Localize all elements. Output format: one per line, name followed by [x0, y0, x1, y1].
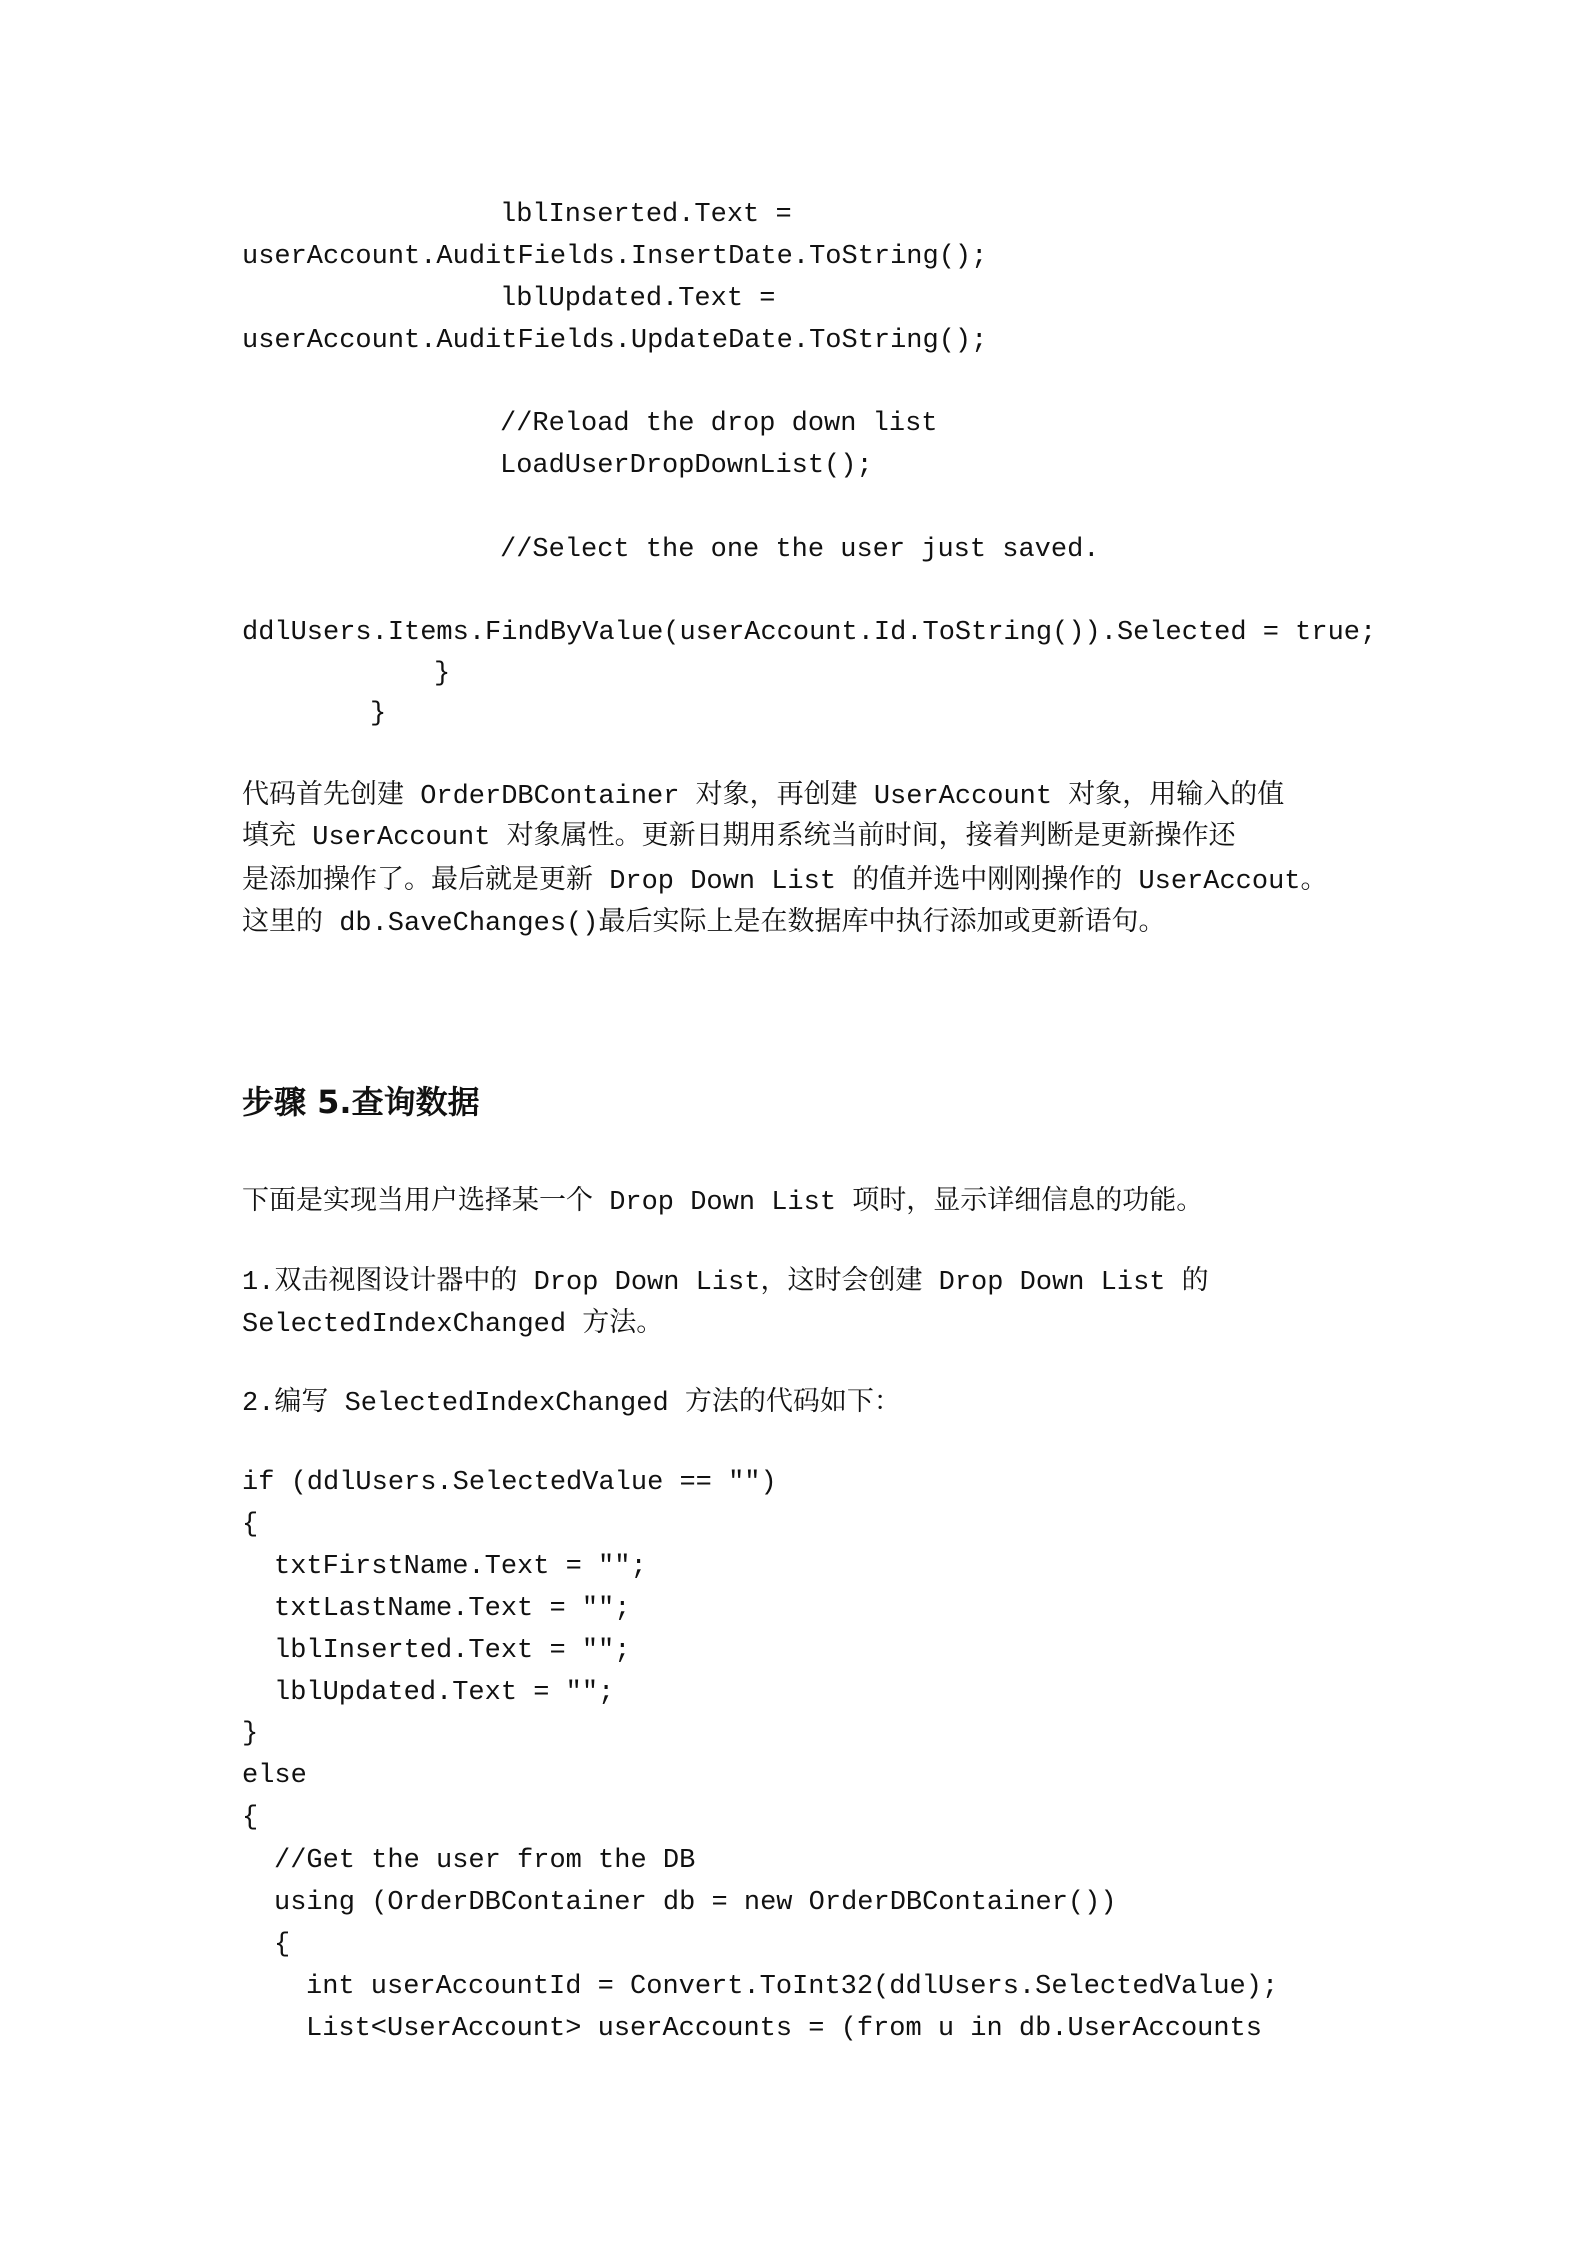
- code-line: LoadUserDropDownList();: [500, 451, 873, 481]
- code-line: else: [242, 1761, 307, 1791]
- code-line: int userAccountId = Convert.ToInt32(ddlUsers.SelectedValue);: [306, 1972, 1279, 2002]
- paragraph-line: 这里的 db.SaveChanges()最后实际上是在数据库中执行添加或更新语句。: [242, 909, 1166, 939]
- code-line: txtFirstName.Text = "";: [274, 1552, 647, 1582]
- paragraph-line: 是添加操作了。最后就是更新 Drop Down List 的值并选中刚刚操作的 UserAccout。: [242, 867, 1328, 897]
- code-line: {: [274, 1930, 291, 1960]
- code-line: }: [242, 1719, 259, 1749]
- code-line: ddlUsers.Items.FindByValue(userAccount.Id.ToString()).Selected = true;: [242, 618, 1377, 648]
- code-line: using (OrderDBContainer db = new OrderDBContainer()): [274, 1888, 1117, 1918]
- code-comment: //Reload the drop down list: [500, 409, 938, 439]
- step-2-text: 2.编写 SelectedIndexChanged 方法的代码如下：: [242, 1389, 901, 1419]
- code-line: }: [370, 699, 387, 729]
- code-line: {: [242, 1510, 259, 1540]
- code-line: lblInserted.Text = "";: [274, 1636, 631, 1666]
- code-line: if (ddlUsers.SelectedValue == ""): [242, 1468, 777, 1498]
- paragraph-line: 代码首先创建 OrderDBContainer 对象，再创建 UserAccount 对象，用输入的值: [242, 782, 1285, 812]
- code-line: lblInserted.Text =: [500, 200, 792, 230]
- code-line: List<UserAccount> userAccounts = (from u in db.UserAccounts: [306, 2014, 1262, 2044]
- code-line: }: [434, 659, 451, 689]
- step-1-line: 1.双击视图设计器中的 Drop Down List，这时会创建 Drop Down List 的: [242, 1268, 1209, 1298]
- code-line: txtLastName.Text = "";: [274, 1594, 631, 1624]
- paragraph-line: 填充 UserAccount 对象属性。更新日期用系统当前时间，接着判断是更新操作还: [242, 823, 1236, 853]
- code-comment: //Select the one the user just saved.: [500, 535, 1100, 565]
- code-line: userAccount.AuditFields.InsertDate.ToString();: [242, 242, 988, 272]
- code-line: lblUpdated.Text = "";: [274, 1678, 615, 1708]
- step-1-line: SelectedIndexChanged 方法。: [242, 1310, 664, 1340]
- section-heading: 步骤 5.查询数据: [242, 1083, 480, 1121]
- code-comment: //Get the user from the DB: [274, 1846, 696, 1876]
- code-line: userAccount.AuditFields.UpdateDate.ToString();: [242, 326, 988, 356]
- code-line: {: [242, 1803, 259, 1833]
- intro-text: 下面是实现当用户选择某一个 Drop Down List 项时，显示详细信息的功能。: [242, 1188, 1204, 1218]
- code-line: lblUpdated.Text =: [500, 284, 776, 314]
